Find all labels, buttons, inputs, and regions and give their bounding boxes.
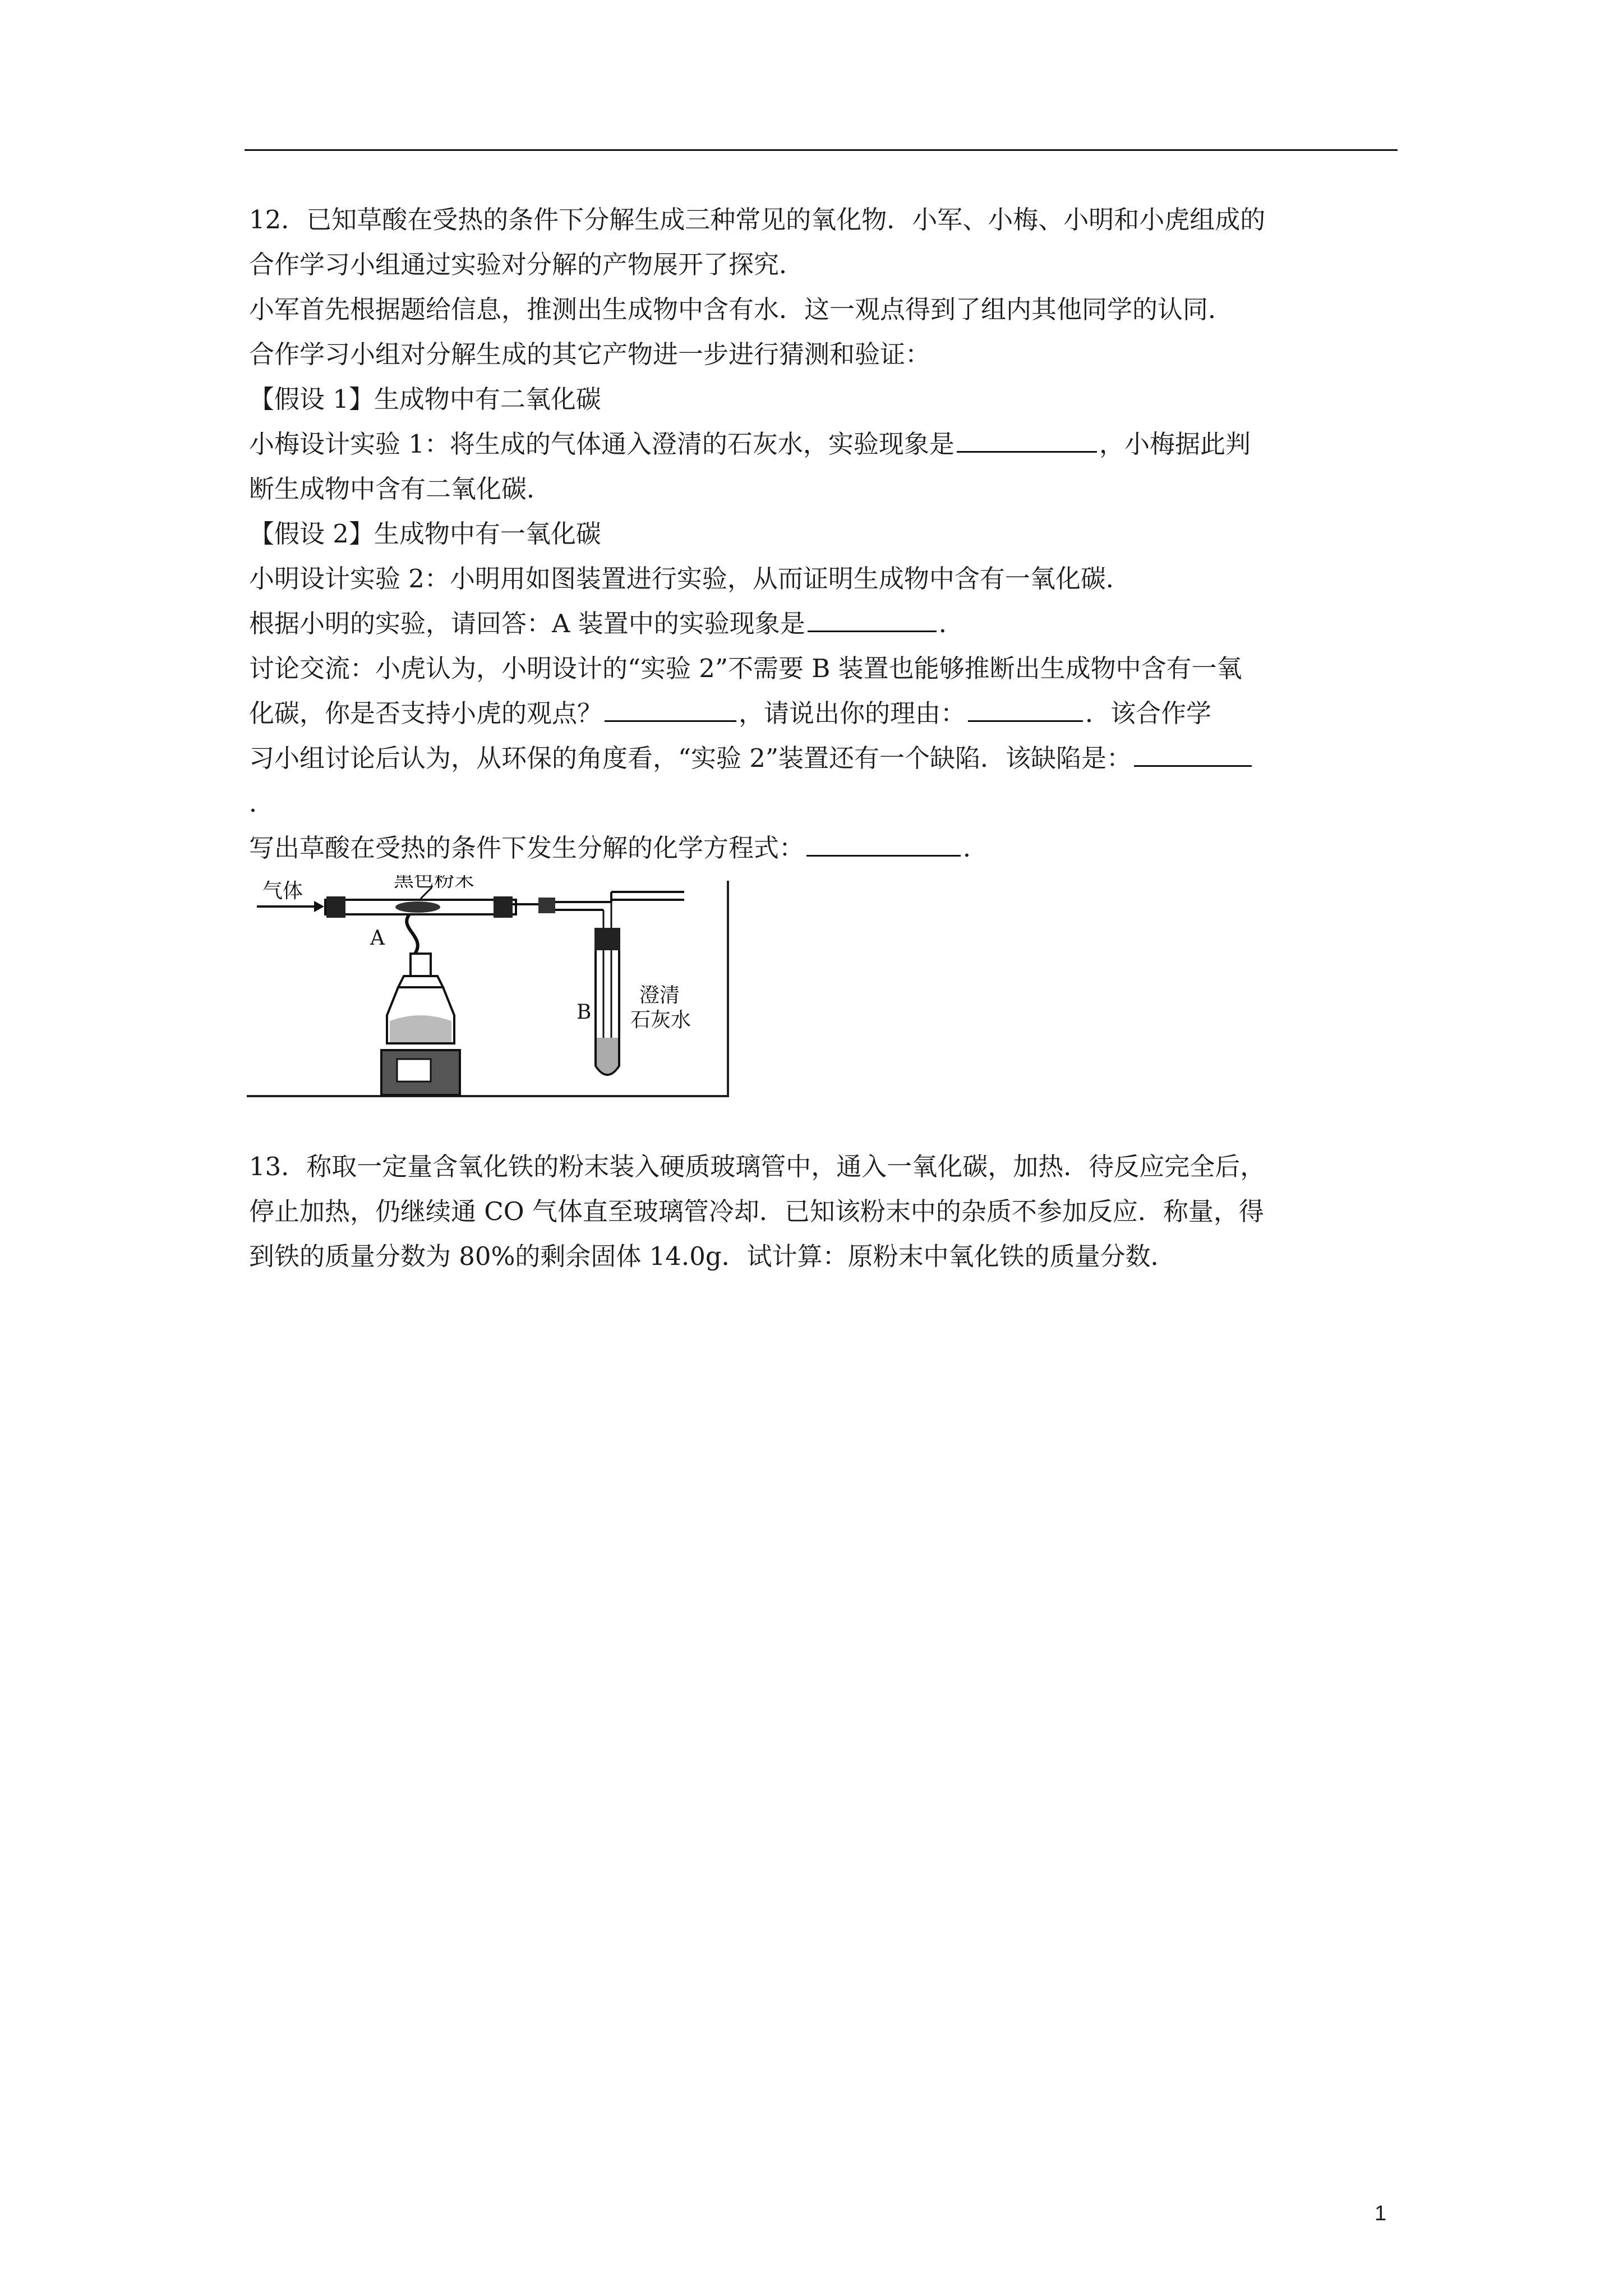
p12-line-9: 小明设计实验 2：小明用如图装置进行实验，从而证明生成物中含有一氧化碳． bbox=[249, 564, 1131, 593]
p12-line-3: 小军首先根据题给信息，推测出生成物中含有水．这一观点得到了组内其他同学的认同． bbox=[249, 295, 1234, 324]
p13-line-2: 停止加热，仍继续通 CO 气体直至玻璃管冷却．已知该粉末中的杂质不参加反应．称量，得 bbox=[249, 1197, 1264, 1226]
problem-12 bbox=[249, 197, 1399, 871]
problem-13 bbox=[249, 1144, 1399, 1279]
hypothesis-2: 【假设 2】生成物中有一氧化碳 bbox=[249, 519, 601, 549]
black-powder-label: 黑色粉末 bbox=[394, 875, 475, 891]
period: ． bbox=[938, 609, 964, 638]
p12-line-2: 合作学习小组通过实验对分解的产物展开了探究． bbox=[249, 250, 805, 279]
p12-line-10 bbox=[249, 601, 1399, 646]
answer-blank-defect[interactable] bbox=[1134, 737, 1252, 767]
p13-line-3: 到铁的质量分数为 80%的剩余固体 14.0g．试计算：原粉末中氧化铁的质量分数． bbox=[249, 1241, 1176, 1271]
answer-blank-phenomenon[interactable] bbox=[957, 423, 1097, 453]
label-a: A bbox=[370, 927, 385, 950]
question-a-text: 根据小明的实验，请回答：A 装置中的实验现象是 bbox=[249, 609, 805, 638]
p12-line-12-tail: ．该合作学 bbox=[1085, 698, 1212, 728]
limewater-label-1: 澄清 bbox=[639, 984, 680, 1007]
label-b: B bbox=[577, 1001, 592, 1024]
gas-inlet-arrow bbox=[257, 901, 324, 912]
p12-line-14: ． bbox=[249, 788, 275, 818]
p12-line-7: 断生成物中含有二氧化碳． bbox=[249, 474, 552, 504]
experiment-1-text: 小梅设计实验 1：将生成的气体通入澄清的石灰水，实验现象是 bbox=[249, 429, 955, 459]
answer-blank-equation[interactable] bbox=[806, 827, 961, 857]
p12-line-6 bbox=[249, 422, 1399, 467]
glass-tube-a bbox=[325, 896, 516, 918]
p12-line-12 bbox=[249, 691, 1399, 736]
experiment-1-tail: ，小梅据此判 bbox=[1099, 429, 1251, 459]
delivery-tube bbox=[513, 892, 684, 1060]
p12-line-4: 合作学习小组对分解生成的其它产物进一步进行猜测和验证： bbox=[249, 339, 931, 369]
p12-line-13 bbox=[249, 736, 1399, 781]
header-rule bbox=[245, 149, 1398, 151]
p13-line-1: 13．称取一定量含氧化铁的粉末装入硬质玻璃管中，通入一氧化碳，加热．待反应完全后， bbox=[249, 1152, 1266, 1181]
p12-line-15 bbox=[249, 826, 1399, 871]
limewater-label-2: 石灰水 bbox=[630, 1009, 691, 1032]
defect-question: 习小组讨论后认为，从环保的角度看，“实验 2”装置还有一个缺陷．该缺陷是： bbox=[249, 743, 1132, 773]
test-tube-b bbox=[594, 928, 620, 1075]
hypothesis-1: 【假设 1】生成物中有二氧化碳 bbox=[249, 384, 601, 414]
period: ． bbox=[963, 833, 989, 863]
answer-blank-support[interactable] bbox=[605, 692, 736, 722]
page-number: 1 bbox=[1375, 2202, 1387, 2225]
gas-label: 气体 bbox=[262, 880, 303, 903]
answer-blank-reason[interactable] bbox=[968, 692, 1083, 722]
p12-line-1: 12．已知草酸在受热的条件下分解生成三种常见的氧化物．小军、小梅、小明和小虎组成的 bbox=[249, 205, 1266, 234]
answer-blank-a-phenomenon[interactable] bbox=[808, 602, 937, 632]
apparatus-diagram bbox=[247, 875, 729, 1097]
alcohol-lamp bbox=[381, 914, 460, 1095]
apparatus-figure bbox=[247, 875, 729, 1097]
equation-question: 写出草酸在受热的条件下发生分解的化学方程式： bbox=[249, 833, 805, 863]
p12-line-11: 讨论交流：小虎认为，小明设计的“实验 2”不需要 B 装置也能够推断出生成物中含有一氧 bbox=[249, 654, 1242, 683]
reason-prompt: ，请说出你的理由： bbox=[739, 698, 966, 728]
support-question: 化碳，你是否支持小虎的观点？ bbox=[249, 698, 603, 728]
